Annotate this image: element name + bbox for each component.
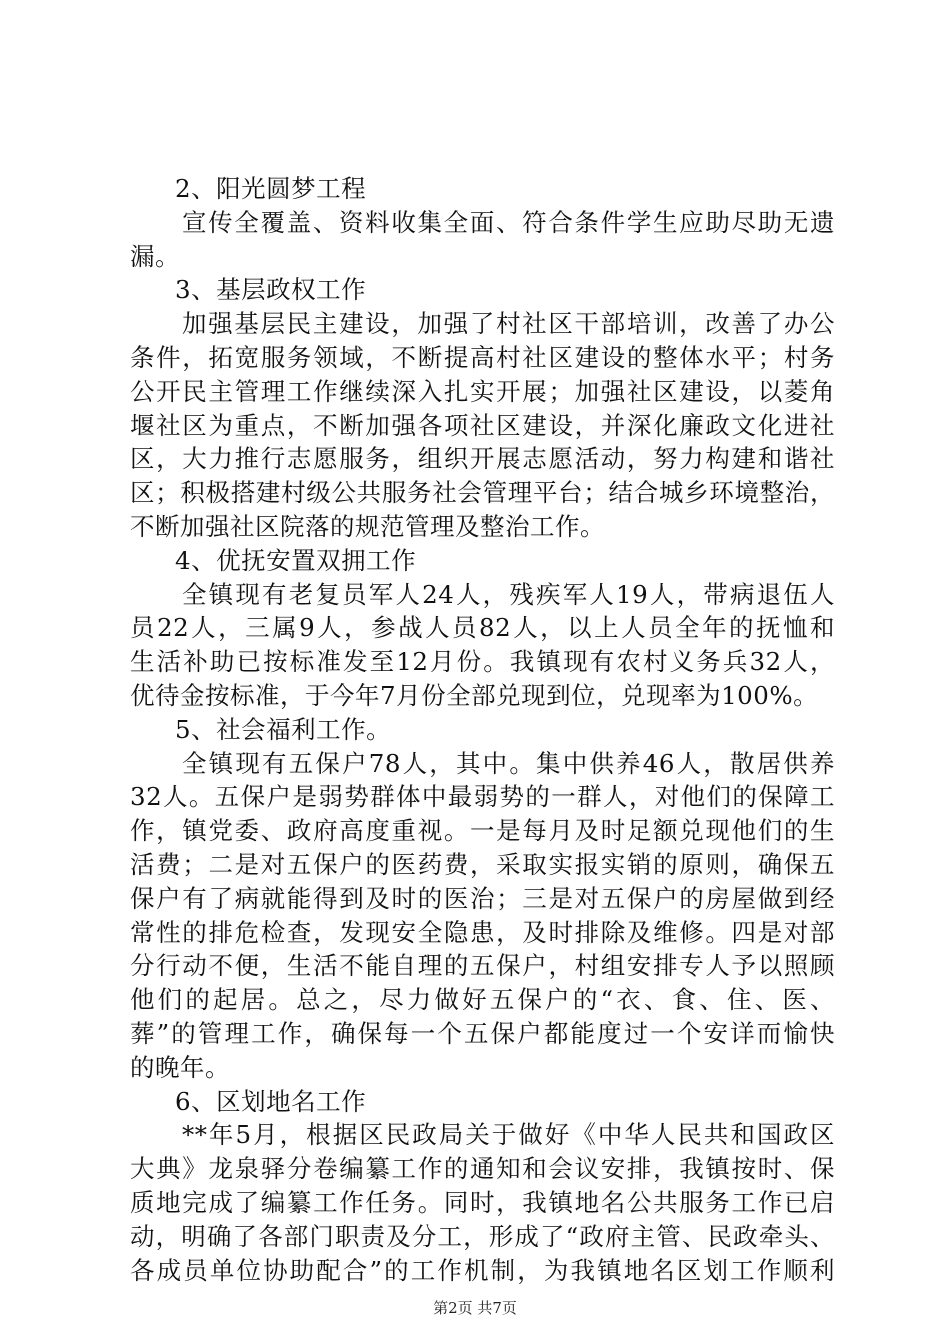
paragraph-line: 各成员单位协助配合”的工作机制，为我镇地名区划工作顺利 (130, 1255, 835, 1285)
paragraph-line: 区；积极搭建村级公共服务社会管理平台；结合城乡环境整治， (130, 478, 835, 508)
paragraph-line: 加强基层民主建设，加强了村社区干部培训，改善了办公 (182, 309, 835, 339)
section-heading: 3、基层政权工作 (175, 275, 367, 305)
paragraph-line: 32人。五保户是弱势群体中最弱势的一群人，对他们的保障工 (130, 782, 835, 812)
paragraph-line: 不断加强社区院落的规范管理及整治工作。 (130, 511, 605, 541)
paragraph-line: 的晚年。 (130, 1052, 230, 1082)
paragraph-line: 葬”的管理工作，确保每一个五保户都能度过一个安详而愉快 (130, 1018, 835, 1048)
paragraph-line: 保户有了病就能得到及时的医治；三是对五保户的房屋做到经 (130, 883, 835, 913)
section-heading: 2、阳光圆梦工程 (175, 174, 367, 203)
paragraph-line: 常性的排危检查，发现安全隐患，及时排除及维修。四是对部 (130, 917, 835, 947)
section-heading: 5、社会福利工作。 (175, 714, 392, 744)
document-body (130, 172, 835, 1287)
paragraph-line: 全镇现有老复员军人24人，残疾军人19人，带病退伍人 (182, 579, 835, 609)
paragraph-line: 质地完成了编纂工作任务。同时，我镇地名公共服务工作已启 (130, 1187, 835, 1217)
paragraph-line: 作，镇党委、政府高度重视。一是每月及时足额兑现他们的生 (130, 816, 835, 846)
paragraph-line: 动，明确了各部门职责及分工，形成了“政府主管、民政牵头、 (130, 1221, 835, 1251)
section-heading: 4、优抚安置双拥工作 (175, 545, 417, 575)
paragraph-line: 区，大力推行志愿服务，组织开展志愿活动，努力构建和谐社 (130, 444, 835, 474)
paragraph-line: 宣传全覆盖、资料收集全面、符合条件学生应助尽助无遗 (182, 207, 835, 237)
section-heading: 6、区划地名工作 (175, 1086, 367, 1116)
paragraph-line: 堰社区为重点，不断加强各项社区建设，并深化廉政文化进社 (130, 410, 835, 440)
paragraph-line: 公开民主管理工作继续深入扎实开展；加强社区建设，以菱角 (130, 376, 835, 406)
paragraph-line: 大典》龙泉驿分卷编纂工作的通知和会议安排，我镇按时、保 (130, 1154, 835, 1184)
paragraph-line: 条件，拓宽服务领域，不断提高村社区建设的整体水平；村务 (130, 342, 835, 372)
paragraph-line: 员22人，三属9人，参战人员82人，以上人员全年的抚恤和 (130, 613, 835, 643)
paragraph-line: 全镇现有五保户78人，其中。集中供养46人，散居供养 (182, 748, 835, 778)
paragraph-line: 活费；二是对五保户的医药费，采取实报实销的原则，确保五 (130, 849, 835, 879)
page-footer: 第2页 共7页 (433, 1299, 517, 1317)
paragraph-line: 漏。 (130, 241, 180, 271)
paragraph-line: 生活补助已按标准发至12月份。我镇现有农村义务兵32人， (130, 647, 835, 677)
paragraph-line: 分行动不便，生活不能自理的五保户，村组安排专人予以照顾 (130, 951, 835, 981)
paragraph-line: 优待金按标准，于今年7月份全部兑现到位，兑现率为100%。 (130, 680, 819, 710)
paragraph-line: **年5月，根据区民政局关于做好《中华人民共和国政区 (182, 1120, 835, 1150)
paragraph-line: 他们的起居。总之，尽力做好五保户的“衣、食、住、医、 (130, 985, 835, 1015)
